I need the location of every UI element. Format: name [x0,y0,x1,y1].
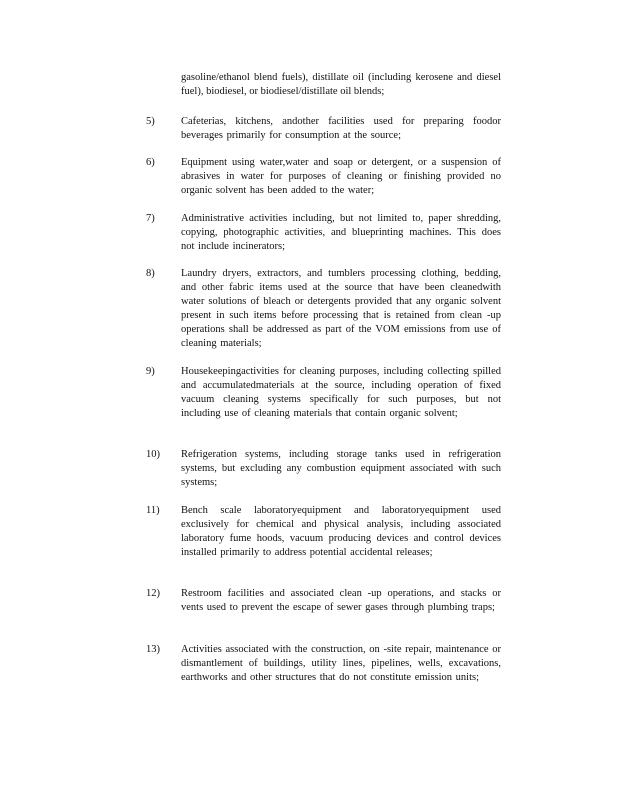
item-text: Administrative activities including, but not limited to, paper shredding, copying, photographic activities, and blueprinting machines. This does not include incinerators; [181,213,501,252]
item-number: 12) [146,588,160,599]
item-text: Refrigeration systems, including storage tanks used in refrigeration systems, but excluding any combustion equipment associated with such systems; [181,449,501,488]
continuation-paragraph: gasoline/ethanol blend fuels), distillate oil (including kerosene and diesel fuel), biodiesel, or biodiesel/distillate oil blends; [181,72,501,97]
item-number: 10) [146,449,160,460]
item-text: Equipment using water,water and soap or detergent, or a suspension of abrasives in water for purposes of cleaning or finishing provided no organic solvent has been added to the water; [181,157,501,196]
item-number: 6) [146,157,155,168]
item-text: Housekeepingactivities for cleaning purposes, including collecting spilled and accumulatedmaterials at the source, including operation of fixed vacuum cleaning systems specifically for such purposes, but not including use of cleaning materials that contain organic solvent; [181,366,501,419]
item-number: 7) [146,213,155,224]
item-text: Activities associated with the construction, on -site repair, maintenance or dismantlement of buildings, utility lines, pipelines, wells, excavations, earthworks and other structures that do not constitute emission units; [181,644,501,683]
item-text: Bench scale laboratoryequipment and laboratoryequipment used exclusively for chemical and physical analysis, including associated laboratory fume hoods, vacuum producing devices and control devices installed primarily to address potential accidental releases; [181,505,501,558]
item-text: Restroom facilities and associated clean -up operations, and stacks or vents used to prevent the escape of sewer gases through plumbing traps; [181,588,501,613]
item-number: 13) [146,644,160,655]
item-number: 5) [146,116,155,127]
item-text: Laundry dryers, extractors, and tumblers processing clothing, bedding, and other fabric items used at the source that have been cleanedwith water solutions of bleach or detergents provided that any organic solvent present in such items before processing that is retained from clean -up operations shall be addressed as part of the VOM emissions from use of cleaning materials; [181,268,501,349]
item-number: 9) [146,366,155,377]
item-text: Cafeterias, kitchens, andother facilities used for preparing foodor beverages primarily for consumption at the source; [181,116,501,141]
item-number: 8) [146,268,155,279]
item-number: 11) [146,505,160,516]
